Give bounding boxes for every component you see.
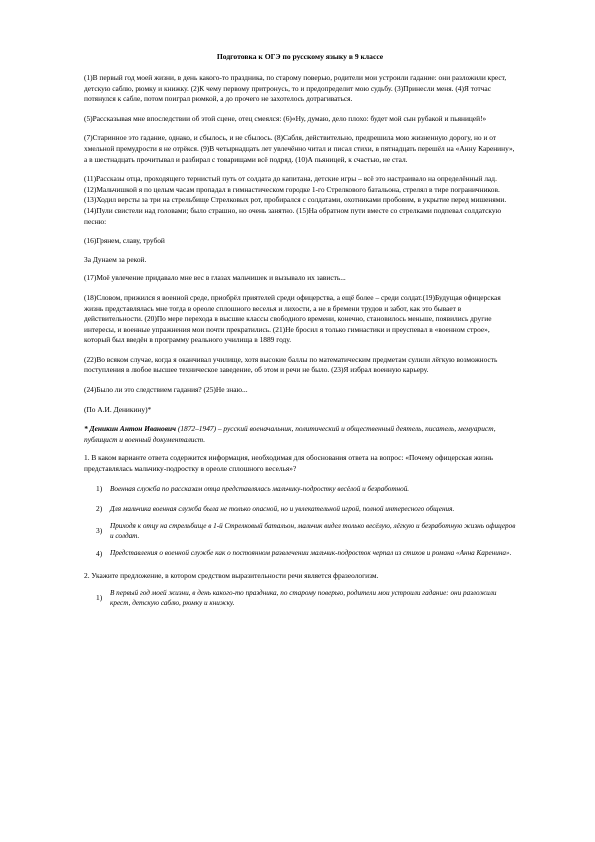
author-footnote — [84, 424, 516, 445]
document-title: Подготовка к ОГЭ по русскому языку в 9 классе — [216, 52, 384, 61]
option-number: 2) — [96, 504, 103, 514]
answer-option[interactable] — [84, 481, 516, 497]
text-paragraph: (5)Рассказывая мне впоследствии об этой сцене, отец смеялся: (6)«Ну, думаю, дело плохо: будет мой сын рубакой и пьяницей!» — [84, 113, 487, 123]
option-number: 1) — [96, 484, 103, 494]
footnote-author-details: (1872–1947) – русский военачальник, политический и общественный деятель, писатель, мемуарист, публицист и военный документалист. — [84, 424, 496, 444]
text-paragraph: (24)Было ли это следствием гадания? (25)Не знаю... — [84, 385, 248, 395]
document-page — [84, 52, 516, 616]
text-paragraph: (7)Старинное это гадание, однако, и сбылось, и не сбылось. (8)Сабля, действительно, предрешила мою жизненную дорогу, но и от хмельной премудрости я не отрёкся. (9)В четырнадцать лет увлечённо читал и писал стихи, в пятнадцать перешёл на «Анну Каренину», а в шестнадцать прочитывал и разбирал с товарищами всё подряд. (10)А пьяницей, к счастью, не стал. — [84, 133, 515, 164]
song-line: (16)Грянем, славу, трубой — [84, 236, 165, 246]
option-text: Военная служба по рассказам отца представлялась мальчику-подростку весёлой и безработной. — [110, 484, 410, 493]
footnote-author-name: * Деникин Антон Иванович — [84, 424, 177, 434]
answer-option[interactable] — [84, 543, 516, 563]
option-text: Представления о военной службе как о постоянном развлечении мальчик-подросток черпал из стихов и романа «Анна Каренина». — [110, 548, 512, 557]
option-number: 3) — [96, 526, 103, 536]
question-1-options — [84, 481, 516, 563]
text-paragraph: (11)Рассказы отца, проходящего тернистый путь от солдата до капитана, детские игры – всё это настраивало на определённый лад. (12)Мальчишкой я по целым часам пропадал в гимнастическом городке 1-го Стрелкового батальона, стрелял в тире пограничников. (13)Ходил версты за три на стрельбище Стрелковых рот, пробирался с солдатами, охотниками пробовим, в укрытие перед мишенями. (14)Пули свистели над головами; было страшно, но очень занятно. (15)На обратном пути вместе со стрелками подпевал солдатскую песню: — [84, 174, 507, 226]
answer-option[interactable] — [84, 499, 516, 519]
text-paragraph: (22)Во всяком случае, когда я оканчивал училище, хотя высокие баллы по математическим предметам сулили лёгкую возможность поступления в любое высшее техническое заведение, об этом и речи не было. (23)Я избрал военную карьеру. — [84, 354, 498, 375]
question-2-text: 2. Укажите предложение, в котором средством выразительности речи является фразеологизм. — [84, 571, 379, 581]
song-line: За Дунаем за рекой. — [84, 254, 147, 264]
question-1-text: 1. В каком варианте ответа содержится информация, необходимая для обоснования ответа на вопрос: «Почему офицерская жизнь представлялась мальчику-подростку в ореоле сплошного веселья»? — [84, 453, 494, 474]
option-text: Приходя к отцу на стрельбище в 1-й Стрелковый батальон, мальчик видел только весёлую, лёгкую и безработную жизнь офицеров и солдат. — [110, 521, 516, 540]
option-text: В первый год моей жизни, в день какого-то праздника, по старому поверью, родители мои устроили гадание: они разложили крест, детскую саблю, рюмку и книжку. — [110, 588, 497, 607]
answer-option[interactable] — [84, 521, 516, 541]
text-paragraph: (1)В первый год моей жизни, в день какого-то праздника, по старому поверью, родители мои устроили гадание: они разложили крест, детскую саблю, рюмку и книжку. (2)К чему первому притронусь, то и предопределит мою судьбу. (3)Принесли меня. (4)Я тотчас потянулся к сабле, потом поиграл рюмкой, а до прочего не захотелось дотрагиваться. — [84, 73, 507, 104]
answer-option[interactable] — [84, 588, 516, 608]
text-paragraph: (18)Словом, прижился я военной среде, приобрёл приятелей среди офицерства, а ещё более – среди солдат.(19)Будущая офицерская жизнь представлялась мне тогда в ореоле сплошного веселья и лихости, а не в бремени трудов и забот, как это бывает в действительности. (20)По мере перехода в высшие классы свободного времени, конечно, становилось меньше, появились другие интересы, и военные упражнения мои почти прекратились. (21)Не бросил я только гимнастики и преуспевал в «военном строе», который был введён в программу реального училища в 1889 году. — [84, 292, 501, 345]
text-paragraph: (17)Моё увлечение придавало мне вес в глазах мальчишек и вызывало их зависть... — [84, 273, 346, 283]
option-number: 4) — [96, 548, 103, 558]
source-attribution: (По А.И. Деникину)* — [84, 404, 152, 414]
option-number: 1) — [96, 593, 103, 603]
question-2-options — [84, 588, 516, 608]
option-text: Для мальчика военная служба была не только опасной, но и увлекательной игрой, полной интересного общения. — [110, 504, 455, 513]
